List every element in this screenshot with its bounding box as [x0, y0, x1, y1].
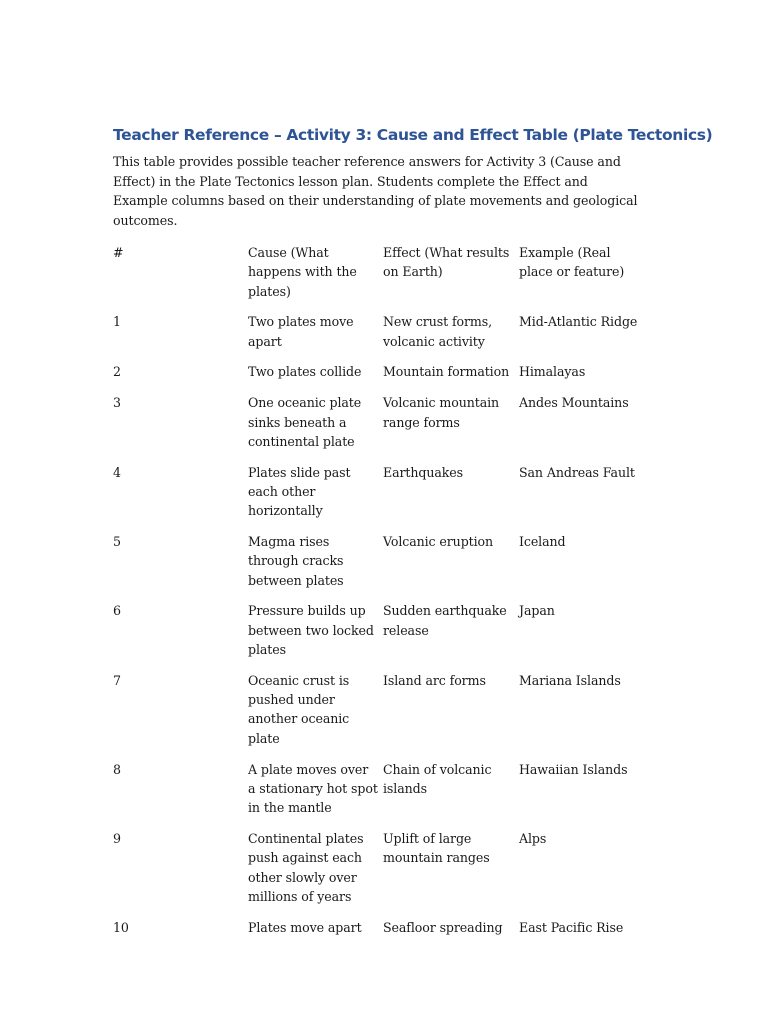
row-effect: Mountain formation	[383, 364, 510, 380]
table-body	[113, 312, 643, 948]
row-number: 3	[113, 395, 121, 411]
row-number: 2	[113, 364, 121, 380]
row-cause: Two plates collide	[248, 364, 362, 380]
header-cause: Cause (What happens with the plates)	[248, 245, 357, 299]
row-effect: Sudden earthquake release	[383, 603, 507, 638]
row-number: 9	[113, 830, 121, 846]
header-example: Example (Real place or feature)	[519, 245, 625, 280]
row-example: Mid-Atlantic Ridge	[519, 314, 638, 330]
table-header-row	[113, 243, 643, 312]
table-row	[113, 918, 643, 949]
document-page	[113, 124, 713, 948]
row-effect: Island arc forms	[383, 672, 486, 688]
row-cause: Plates slide past each other horizontally	[248, 464, 351, 519]
row-example: East Pacific Rise	[519, 919, 624, 935]
intro-paragraph: This table provides possible teacher reference answers for Activity 3 (Cause and Effect) in the Plate Tectonics lesson plan. Students complete the Effect and Example columns based on their understanding of plate movements and geological outcomes.	[113, 154, 638, 228]
row-effect: Volcanic eruption	[383, 534, 494, 550]
document-title: Teacher Reference – Activity 3: Cause and Effect Table (Plate Tectonics)	[113, 126, 713, 144]
row-cause: Two plates move apart	[248, 314, 354, 349]
table-row	[113, 829, 643, 918]
table-row	[113, 393, 643, 462]
table-row	[113, 532, 643, 601]
row-number: 10	[113, 919, 129, 935]
table-row	[113, 463, 643, 532]
cause-effect-table	[113, 243, 643, 948]
header-number: #	[113, 245, 124, 260]
row-example: Iceland	[519, 534, 566, 550]
row-cause: Pressure builds up between two locked plates	[248, 603, 374, 658]
row-cause: Continental plates push against each other slowly over millions of years	[248, 830, 364, 904]
header-effect: Effect (What results on Earth)	[383, 245, 510, 280]
row-example: Hawaiian Islands	[519, 761, 628, 777]
row-effect: Uplift of large mountain ranges	[383, 830, 490, 866]
row-cause: Magma rises through cracks between plates	[248, 534, 344, 588]
row-cause: One oceanic plate sinks beneath a continental plate	[248, 395, 362, 449]
table-row	[113, 601, 643, 670]
table-row	[113, 760, 643, 829]
row-effect: Volcanic mountain range forms	[383, 395, 500, 430]
row-cause: Plates move apart	[248, 919, 362, 935]
row-number: 8	[113, 761, 121, 777]
row-example: Alps	[519, 830, 547, 846]
table-row	[113, 362, 643, 393]
row-number: 6	[113, 603, 121, 619]
row-cause: Oceanic crust is pushed under another oceanic plate	[248, 672, 350, 746]
row-number: 5	[113, 534, 121, 550]
table-row	[113, 312, 643, 362]
row-example: Andes Mountains	[519, 395, 629, 411]
row-example: Japan	[519, 603, 555, 619]
row-effect: Chain of volcanic islands	[383, 761, 492, 796]
row-example: Himalayas	[519, 364, 586, 380]
row-effect: New crust forms, volcanic activity	[383, 314, 493, 349]
row-effect: Earthquakes	[383, 464, 464, 480]
row-cause: A plate moves over a stationary hot spot in the mantle	[248, 761, 378, 816]
row-effect: Seafloor spreading	[383, 919, 503, 935]
row-example: Mariana Islands	[519, 672, 621, 688]
row-example: San Andreas Fault	[519, 464, 635, 480]
row-number: 7	[113, 672, 121, 688]
row-number: 4	[113, 464, 121, 480]
row-number: 1	[113, 314, 121, 330]
table-row	[113, 671, 643, 760]
